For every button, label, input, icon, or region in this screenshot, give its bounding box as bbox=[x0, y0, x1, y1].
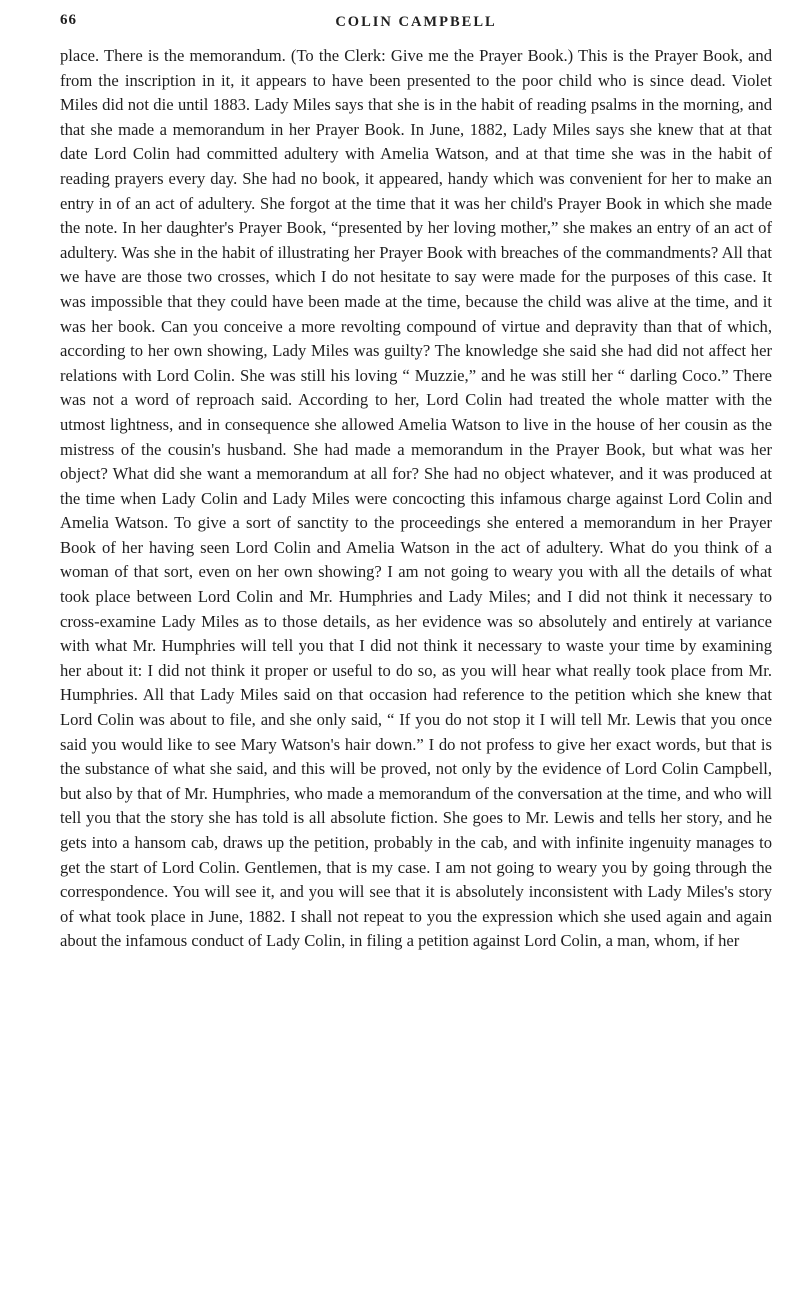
body-paragraph: place. There is the memorandum. (To the Clerk: Give me the Prayer Book.) This is the Prayer Book, and from the inscription in it, it appears to have been presented to the poor child who is since dead. Violet Miles did not die until 1883. Lady Miles says that she is in the habit of reading psalms in the morning, and that she made a memorandum in her Prayer Book. In June, 1882, Lady Miles says she knew that at that date Lord Colin had committed adultery with Amelia Watson, and at that time she was in the habit of reading prayers every day. She had no book, it appeared, handy which was convenient for her to make an entry in of an act of adultery. She forgot at the time that it was her child's Prayer Book in which she made the note. In her daughter's Prayer Book, “presented by her loving mother,” she makes an entry of an act of adultery. Was she in the habit of illustrating her Prayer Book with breaches of the commandments? All that we have are those two crosses, which I do not hesitate to say were made for the purposes of this case. It was impossible that they could have been made at the time, because the child was alive at the time, and it was her book. Can you conceive a more revolting compound of virtue and depravity than that of which, according to her own showing, Lady Miles was guilty? The knowledge she said she had did not affect her relations with Lord Colin. She was still his loving “ Muzzie,” and he was still her “ darling Coco.” There was not a word of reproach said. According to her, Lord Colin had treated the whole matter with the utmost lightness, and in consequence she allowed Amelia Watson to live in the house of her cousin as the mistress of the cousin's husband. She had made a memorandum in the Prayer Book, but what was her object? What did she want a memorandum at all for? She had no object whatever, and it was produced at the time when Lady Colin and Lady Miles were concocting this infamous charge against Lord Colin and Amelia Watson. To give a sort of sanctity to the proceedings she entered a memorandum in her Prayer Book of her having seen Lord Colin and Amelia Watson in the act of adultery. What do you think of a woman of that sort, even on her own showing? I am not going to weary you with all the details of what took place between Lord Colin and Mr. Humphries and Lady Miles; and I did not think it necessary to cross-examine Lady Miles as to those details, as her evidence was so absolutely and entirely at variance with what Mr. Humphries will tell you that I did not think it necessary to waste your time by examining her about it: I did not think it proper or useful to do so, as you will hear what really took place from Mr. Humphries. All that Lady Miles said on that occasion had reference to the petition which she knew that Lord Colin was about to file, and she only said, “ If you do not stop it I will tell Mr. Lewis that you once said you would like to see Mary Watson's hair down.” I do not profess to give her exact words, but that is the substance of what she said, and this will be proved, not only by the evidence of Lord Colin Campbell, but also by that of Mr. Humphries, who made a memorandum of the conversation at the time, and who will tell you that the story she has told is all absolute fiction. She goes to Mr. Lewis and tells her story, and he gets into a hansom cab, draws up the petition, probably in the cab, and with infinite ingenuity manages to get the start of Lord Colin. Gentlemen, that is my case. I am not going to weary you by going through the correspondence. You will see it, and you will see that it is absolutely inconsistent with Lady Miles's story of what took place in June, 1882. I shall not repeat to you the expression which she used again and again about the infamous conduct of Lady Colin, in filing a petition against Lord Colin, a man, whom, if her bbox=[60, 46, 772, 951]
running-title: COLIN CAMPBELL bbox=[335, 14, 497, 30]
running-head bbox=[60, 10, 772, 44]
page-number: 66 bbox=[60, 12, 77, 28]
